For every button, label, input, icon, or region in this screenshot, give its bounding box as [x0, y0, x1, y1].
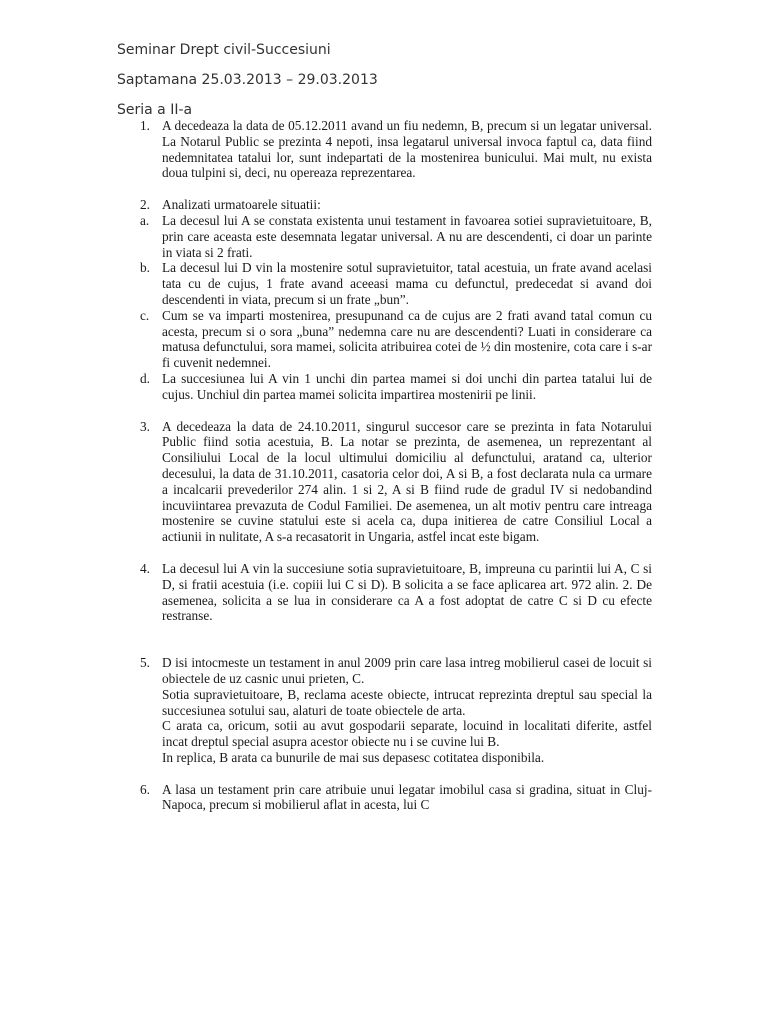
sub-item — [140, 308, 652, 371]
sub-item-text: Cum se va imparti mostenirea, presupunand ca de cujus are 2 frati avand tatal comun cu acesta, precum si o sora „buna” nedemna care nu are descendenti? Luati in considerare ca matusa defunctului, sora mamei, solicita atribuirea cotei de ½ din mostenire, cota care i s-ar fi cuvenit nedemnei. — [162, 307, 652, 371]
sub-item-text: La succesiunea lui A vin 1 unchi din partea mamei si doi unchi din partea tatalui lui de cujus. Unchiul din partea mamei solicita impartirea mostenirii pe linii. — [162, 370, 652, 402]
item-text: Analizati urmatoarele situatii: — [162, 197, 321, 213]
sub-item-letter: b. — [140, 260, 150, 276]
item-number: 5. — [140, 655, 150, 671]
list-item — [140, 782, 652, 814]
item-text: A decedeaza la data de 24.10.2011, singurul succesor care se prezinta in fata Notarului Public fiind sotia acestuia, B. La notar se prezinta, de asemenea, un reprezentant al Consiliului Local de la locul ultimului domiciliu al defunctului, aratand ca, ulterior decesului, la data de 31.10.2011, casatoria celor doi, A si B, a fost declarata nula ca urmare a incalcarii prevederilor 274 alin. 1 si 2, A si B fiind rude de gradul IV si nedobandind incuviintarea prevazuta de Codul Familiei. De asemenea, un alt motiv pentru care intreaga mostenire se cuvine statului este si acela ca, dupa initierea de catre Consiliul Local a actiunii in nulitate, A s-a recasatorit in Ungaria, astfel incat este bigam. — [162, 418, 652, 545]
item-text: A decedeaza la data de 05.12.2011 avand un fiu nedemn, B, precum si un legatar universal. La Notarul Public se prezinta 4 nepoti, insa legatarul universal invoca faptul ca, data fiind nedemnitatea tatalui lor, sunt indepartati de la mostenirea bunicului. Mai mult, nu exista doua tulpini si, deci, nu opereaza reprezentarea. — [162, 118, 652, 181]
item-paragraph: In replica, B arata ca bunurile de mai sus depasesc cotitatea disponibila. — [162, 749, 545, 765]
sub-item-letter: c. — [140, 307, 150, 323]
sub-item — [140, 371, 652, 403]
item-paragraph: C arata ca, oricum, sotii au avut gospodarii separate, locuind in localitati diferite, astfel incat dreptul special asupra acestor obiecte nu i se cuvine lui B. — [162, 718, 652, 750]
item-number: 6. — [140, 781, 150, 797]
item-number: 3. — [140, 418, 150, 434]
series-line: Seria a II-a — [117, 102, 193, 118]
item-number: 2. — [140, 197, 150, 213]
exercise-list — [140, 118, 652, 813]
item-number: 1. — [140, 118, 150, 133]
sub-item — [140, 213, 652, 260]
sub-item-letter: a. — [140, 212, 150, 228]
sub-item-text: La decesul lui D vin la mostenire sotul supravietuitor, tatal acestuia, un frate avand acelasi tata cu de cujus, 1 frate avand aceeasi mama cu defunctul, predecedat si avand doi descendenti in viata, precum si un frate „bun”. — [162, 260, 652, 307]
item-text: La decesul lui A vin la succesiune sotia supravietuitoare, B, impreuna cu parintii lui A, C si D, si fratii acestuia (i.e. copiii lui C si D). B solicita a se face aplicarea art. 972 alin. 2. De asemenea, solicita a se lua in considerare ca A a fost adoptat de catre C si D cu efecte restranse. — [162, 560, 652, 624]
list-item — [140, 197, 652, 213]
item-number: 4. — [140, 560, 150, 576]
list-item — [140, 561, 652, 624]
sub-item-letter: d. — [140, 370, 150, 386]
week-line: Saptamana 25.03.2013 – 29.03.2013 — [117, 72, 378, 88]
item-paragraph: D isi intocmeste un testament in anul 2009 prin care lasa intreg mobilierul casei de locuit si obiectele de uz casnic unui prieten, C. — [162, 655, 652, 686]
item-text: A lasa un testament prin care atribuie unui legatar imobilul casa si gradina, situat in Cluj-Napoca, precum si mobilierul aflat in acesta, lui C — [162, 781, 652, 813]
item-paragraph: Sotia supravietuitoare, B, reclama aceste obiecte, intrucat reprezinta dreptul sau special la succesiunea sotului sau, alaturi de toate obiectele de arta. — [162, 686, 652, 718]
list-item — [140, 118, 652, 181]
list-item — [140, 655, 652, 766]
sub-item — [140, 260, 652, 307]
document-title: Seminar Drept civil-Succesiuni — [117, 42, 331, 58]
list-item — [140, 419, 652, 545]
sub-item-text: La decesul lui A se constata existenta unui testament in favoarea sotiei supravietuitoare, B, prin care aceasta este desemnata legatar universal. A nu are descendenti, ci doar un parinte in viata si 2 frati. — [162, 212, 652, 260]
